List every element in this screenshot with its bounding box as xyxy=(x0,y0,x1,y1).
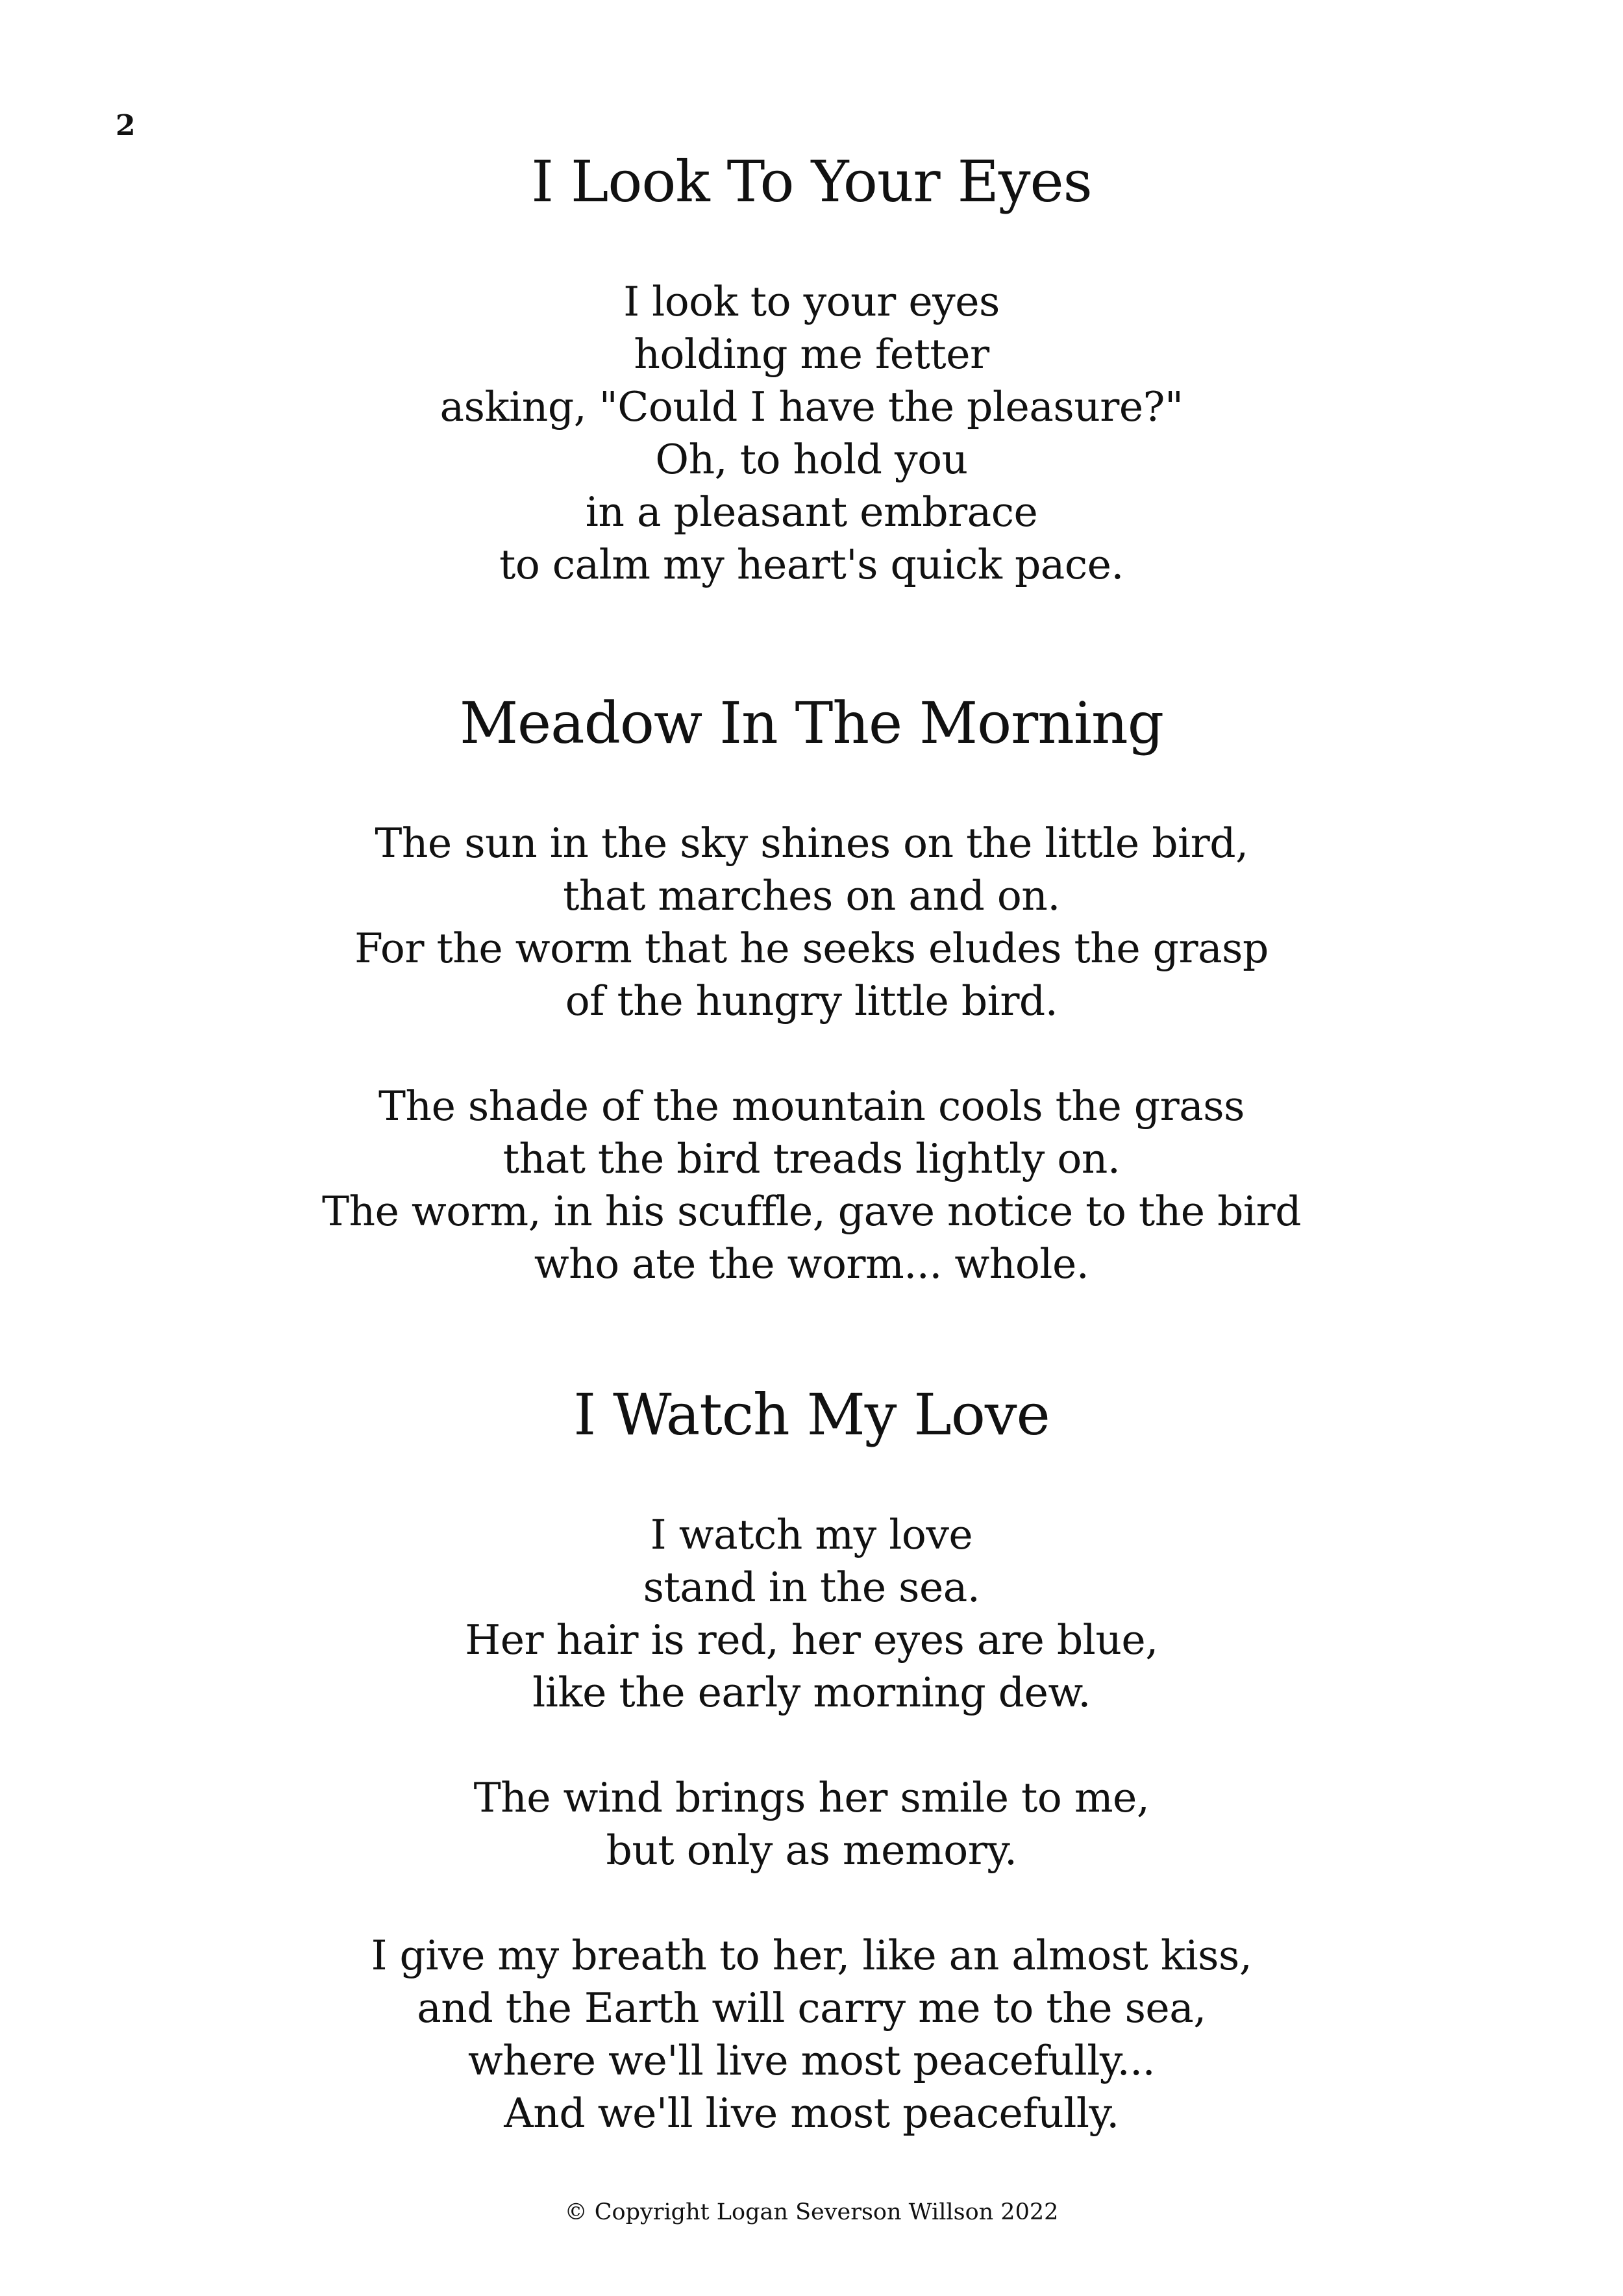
copyright-notice: © Copyright Logan Severson Willson 2022 xyxy=(564,2199,1059,2225)
poem-title: Meadow In The Morning xyxy=(459,690,1164,756)
poem-line: The sun in the sky shines on the little bird, xyxy=(375,819,1248,867)
stanza xyxy=(0,1929,1623,2140)
poem-line: that marches on and on. xyxy=(563,872,1060,919)
poem-i-look-to-your-eyes xyxy=(0,148,1623,591)
poem-line: Her hair is red, her eyes are blue, xyxy=(465,1616,1158,1664)
poem-line: asking, "Could I have the pleasure?" xyxy=(440,383,1183,430)
poem-line: The worm, in his scuffle, gave notice to the bird xyxy=(321,1188,1302,1235)
poem-line: to calm my heart's quick pace. xyxy=(499,541,1124,588)
poem-title: I Watch My Love xyxy=(573,1381,1050,1448)
poem-line: I give my breath to her, like an almost kiss, xyxy=(371,1932,1252,1979)
poem-line: but only as memory. xyxy=(606,1827,1017,1874)
stanza xyxy=(0,1771,1623,1877)
poem-title: I Look To Your Eyes xyxy=(531,148,1092,215)
poem-line: stand in the sea. xyxy=(643,1564,980,1611)
poem-line: The wind brings her smile to me, xyxy=(473,1774,1150,1821)
poem-line: like the early morning dew. xyxy=(532,1669,1091,1716)
poem-line: The shade of the mountain cools the grass xyxy=(378,1082,1245,1130)
stanza xyxy=(0,275,1623,591)
poem-line: and the Earth will carry me to the sea, xyxy=(417,1984,1206,2032)
stanza xyxy=(0,1080,1623,1290)
poem-i-watch-my-love xyxy=(0,1381,1623,2140)
poem-line: And we'll live most peacefully. xyxy=(504,2090,1119,2137)
poem-line: holding me fetter xyxy=(634,331,989,378)
poem-meadow-in-the-morning xyxy=(0,690,1623,1290)
poem-line: For the worm that he seeks eludes the grasp xyxy=(354,925,1269,972)
poem-line: where we'll live most peacefully... xyxy=(467,2037,1156,2084)
poem-line: I watch my love xyxy=(650,1511,973,1558)
poem-line: I look to your eyes xyxy=(623,278,1000,325)
poem-line: of the hungry little bird. xyxy=(565,977,1058,1025)
poem-line: who ate the worm... whole. xyxy=(534,1240,1089,1288)
poem-line: in a pleasant embrace xyxy=(585,488,1038,536)
page-number: 2 xyxy=(116,109,136,142)
poem-line: Oh, to hold you xyxy=(655,436,968,483)
stanza xyxy=(0,817,1623,1027)
poem-line: that the bird treads lightly on. xyxy=(502,1135,1121,1182)
stanza xyxy=(0,1508,1623,1719)
